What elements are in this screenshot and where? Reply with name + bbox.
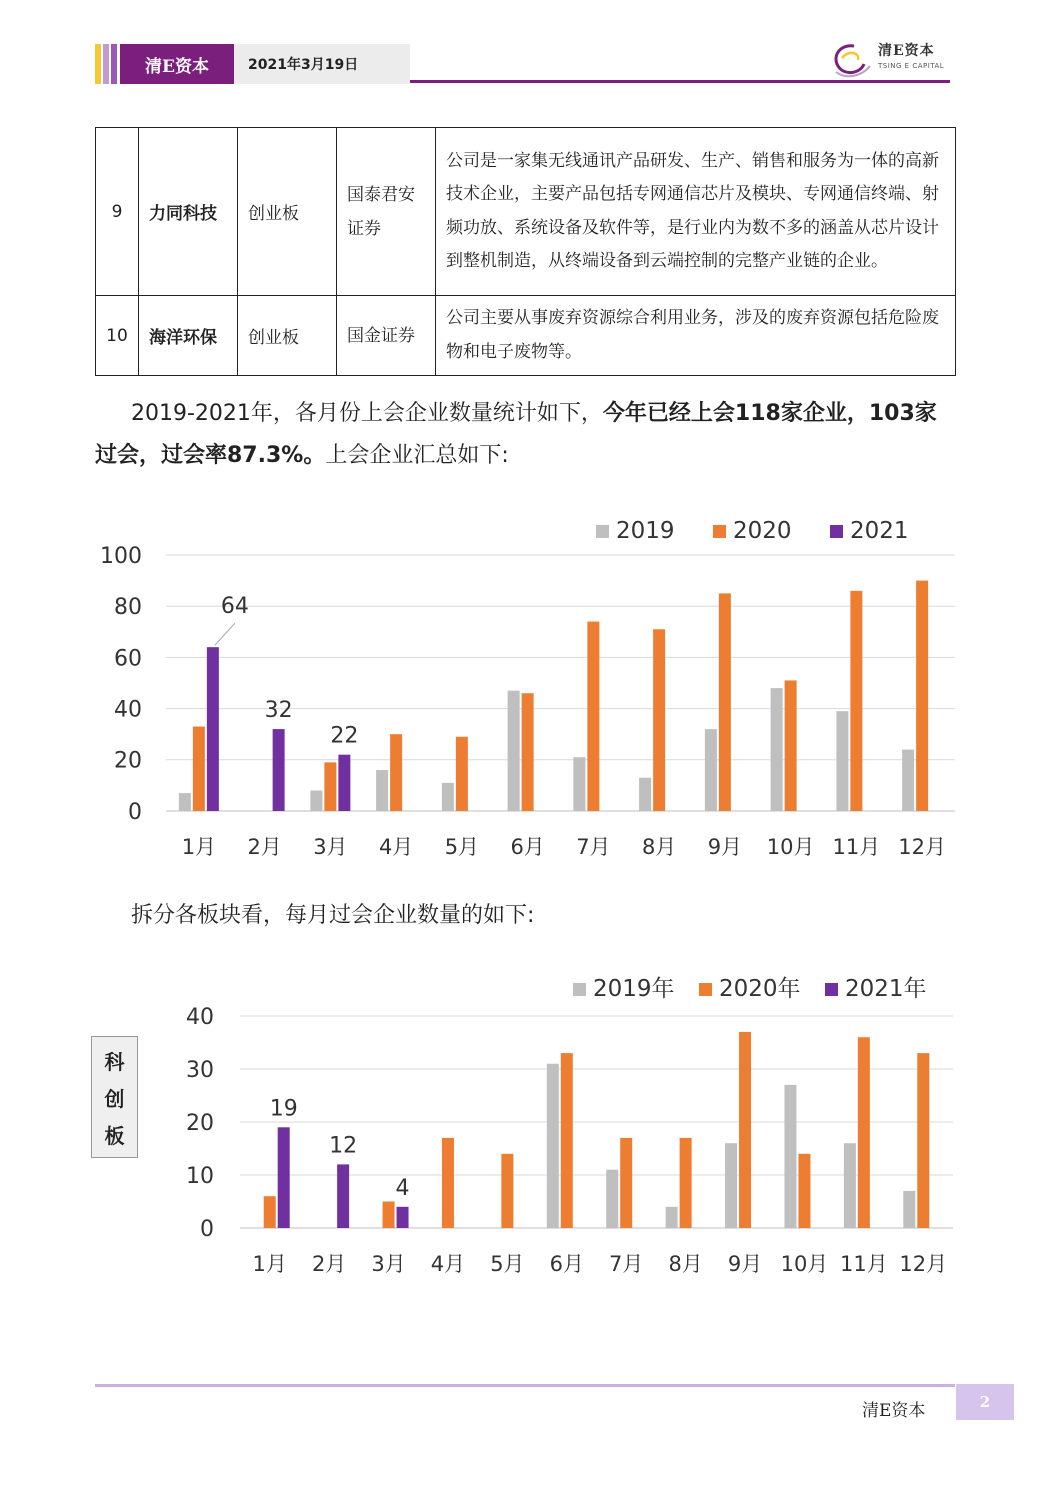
bar-2019	[442, 783, 454, 811]
summary-lead: 2019-2021年，各月份上会企业数量统计如下，	[131, 401, 603, 426]
underwriter: 国泰君安证券	[337, 128, 436, 296]
x-tick-label: 6月	[549, 1252, 584, 1276]
summary-highlight: 今年已经上会118家企业，103家过会，过会率87.3%。	[95, 401, 937, 468]
bar-2020	[324, 762, 336, 811]
x-tick-label: 4月	[378, 835, 414, 859]
stripe-yellow	[95, 44, 101, 84]
legend-swatch	[825, 983, 838, 996]
y-tick-label: 0	[128, 799, 142, 825]
x-tick-label: 5月	[444, 835, 480, 859]
data-label-leader	[215, 623, 235, 645]
listing-board: 创业板	[238, 128, 337, 296]
bar-2019年	[666, 1207, 678, 1228]
bar-2020	[193, 727, 205, 811]
bar-2020年	[798, 1154, 810, 1228]
legend-label: 2019年	[593, 976, 675, 1002]
legend-label: 2021年	[845, 976, 927, 1002]
x-tick-label: 12月	[899, 1252, 948, 1276]
header-rule	[410, 80, 950, 83]
bar-2019年	[784, 1085, 796, 1228]
bar-2020年	[383, 1202, 395, 1229]
bar-2020	[785, 680, 797, 811]
x-tick-label: 9月	[707, 835, 743, 859]
legend-swatch	[699, 983, 712, 996]
bar-2020	[653, 629, 665, 811]
logo-subtitle: TSING E CAPITAL	[878, 62, 945, 70]
stripe-purple	[111, 44, 117, 84]
legend-swatch	[830, 525, 843, 538]
bar-2019	[771, 688, 783, 811]
bar-2019年	[903, 1191, 915, 1228]
bar-2019	[902, 750, 914, 811]
company-name: 海洋环保	[139, 296, 238, 376]
bar-2021年	[337, 1164, 349, 1228]
bar-2019	[179, 793, 191, 811]
row-number: 9	[96, 128, 139, 296]
data-label: 64	[220, 594, 249, 620]
x-tick-label: 8月	[668, 1252, 703, 1276]
bar-2019	[310, 791, 322, 811]
row-number: 10	[96, 296, 139, 376]
x-tick-label: 4月	[430, 1252, 466, 1276]
x-tick-label: 5月	[490, 1252, 525, 1276]
board-label-char: 板	[104, 1123, 125, 1148]
ipo-table	[95, 127, 956, 376]
y-tick-label: 60	[114, 646, 142, 672]
board-label-char: 创	[104, 1086, 125, 1111]
legend-label: 2021	[850, 518, 909, 544]
x-tick-label: 11月	[832, 835, 881, 859]
bar-2020年	[561, 1053, 573, 1228]
logo-text: 清E资本	[878, 43, 935, 59]
x-tick-label: 12月	[898, 835, 946, 859]
bar-2019	[705, 729, 717, 811]
x-tick-label: 1月	[181, 835, 217, 859]
data-label: 4	[395, 1175, 410, 1201]
bar-2020年	[620, 1138, 632, 1228]
bar-2019年	[547, 1064, 559, 1228]
legend-label: 2020年	[719, 976, 801, 1002]
x-tick-label: 3月	[371, 1252, 406, 1276]
x-tick-label: 7月	[609, 1252, 644, 1276]
bar-2020年	[442, 1138, 454, 1228]
y-tick-label: 40	[114, 697, 142, 723]
company-name: 力同科技	[139, 128, 238, 296]
x-tick-label: 10月	[780, 1252, 829, 1276]
bar-2021年	[397, 1207, 409, 1228]
footer-rule	[95, 1384, 955, 1387]
bar-2021	[273, 729, 285, 811]
x-tick-label: 7月	[576, 835, 611, 859]
bar-2020	[916, 581, 928, 811]
bar-2021	[338, 755, 350, 811]
bar-2020	[850, 591, 862, 811]
x-tick-label: 3月	[313, 835, 348, 859]
x-tick-label: 9月	[727, 1252, 763, 1276]
bar-2020	[390, 734, 402, 811]
bar-2021	[207, 647, 219, 811]
bar-2019年	[606, 1170, 618, 1228]
legend-label: 2019	[616, 518, 675, 544]
y-tick-label: 30	[186, 1057, 214, 1083]
bar-2019年	[725, 1143, 737, 1228]
bar-2019	[376, 770, 388, 811]
data-label: 32	[264, 698, 293, 724]
section-intro: 拆分各板块看，每月过会企业数量的如下:	[131, 903, 535, 928]
underwriter: 国金证券	[337, 296, 436, 376]
bar-2019	[639, 778, 651, 811]
bar-2020年	[264, 1196, 276, 1228]
table-row	[96, 128, 956, 296]
bar-2020	[522, 693, 534, 811]
y-tick-label: 10	[186, 1163, 214, 1189]
bar-2020年	[680, 1138, 692, 1228]
y-tick-label: 20	[114, 748, 142, 774]
data-label: 12	[329, 1133, 358, 1159]
data-label: 22	[330, 723, 359, 749]
header-brand: 清E资本	[120, 44, 234, 84]
legend-label: 2020	[733, 518, 792, 544]
company-description: 公司主要从事废弃资源综合利用业务，涉及的废弃资源包括危险废物和电子废物等。	[436, 296, 956, 376]
x-tick-label: 1月	[252, 1252, 287, 1276]
y-tick-label: 20	[186, 1110, 214, 1136]
y-tick-label: 80	[114, 595, 142, 621]
board-label-char: 科	[104, 1049, 125, 1074]
summary-paragraph	[95, 393, 955, 477]
x-tick-label: 2月	[247, 835, 282, 859]
board-label	[91, 1036, 138, 1158]
y-tick-label: 100	[100, 543, 142, 569]
data-label: 19	[269, 1096, 298, 1122]
x-tick-label: 2月	[311, 1252, 347, 1276]
x-tick-label: 11月	[840, 1252, 888, 1276]
bar-2020年	[917, 1053, 929, 1228]
page-number: 2	[956, 1384, 1014, 1420]
bar-2021年	[278, 1127, 290, 1228]
x-tick-label: 6月	[510, 835, 545, 859]
y-tick-label: 40	[186, 1004, 214, 1030]
bar-2019	[836, 711, 848, 811]
bar-2019	[508, 691, 520, 811]
y-tick-label: 0	[200, 1216, 214, 1242]
bar-2020	[587, 622, 599, 811]
legend-swatch	[596, 525, 609, 538]
summary-tail: 上会企业汇总如下:	[325, 443, 509, 468]
company-description: 公司是一家集无线通讯产品研发、生产、销售和服务为一体的高新技术企业，主要产品包括专网通信芯片及模块、专网通信终端、射频功放、系统设备及软件等，是行业内为数不多的涵盖从芯片设计到整机制造，从终端设备到云端控制的完整产业链的企业。	[436, 128, 956, 296]
bar-2019年	[844, 1143, 856, 1228]
bar-2020年	[739, 1032, 751, 1228]
stripe-light-purple	[103, 44, 109, 84]
bar-2020年	[501, 1154, 513, 1228]
bar-2020	[719, 593, 731, 811]
bar-2019	[573, 757, 585, 811]
legend-swatch	[573, 983, 586, 996]
bar-2020	[456, 737, 468, 811]
bar-2020年	[858, 1037, 870, 1228]
table-row	[96, 296, 956, 376]
x-tick-label: 8月	[641, 835, 677, 859]
header-date: 2021年3月19日	[234, 44, 410, 84]
listing-board: 创业板	[238, 296, 337, 376]
footer-brand: 清E资本	[862, 1401, 926, 1421]
legend-swatch	[713, 525, 726, 538]
x-tick-label: 10月	[766, 835, 815, 859]
